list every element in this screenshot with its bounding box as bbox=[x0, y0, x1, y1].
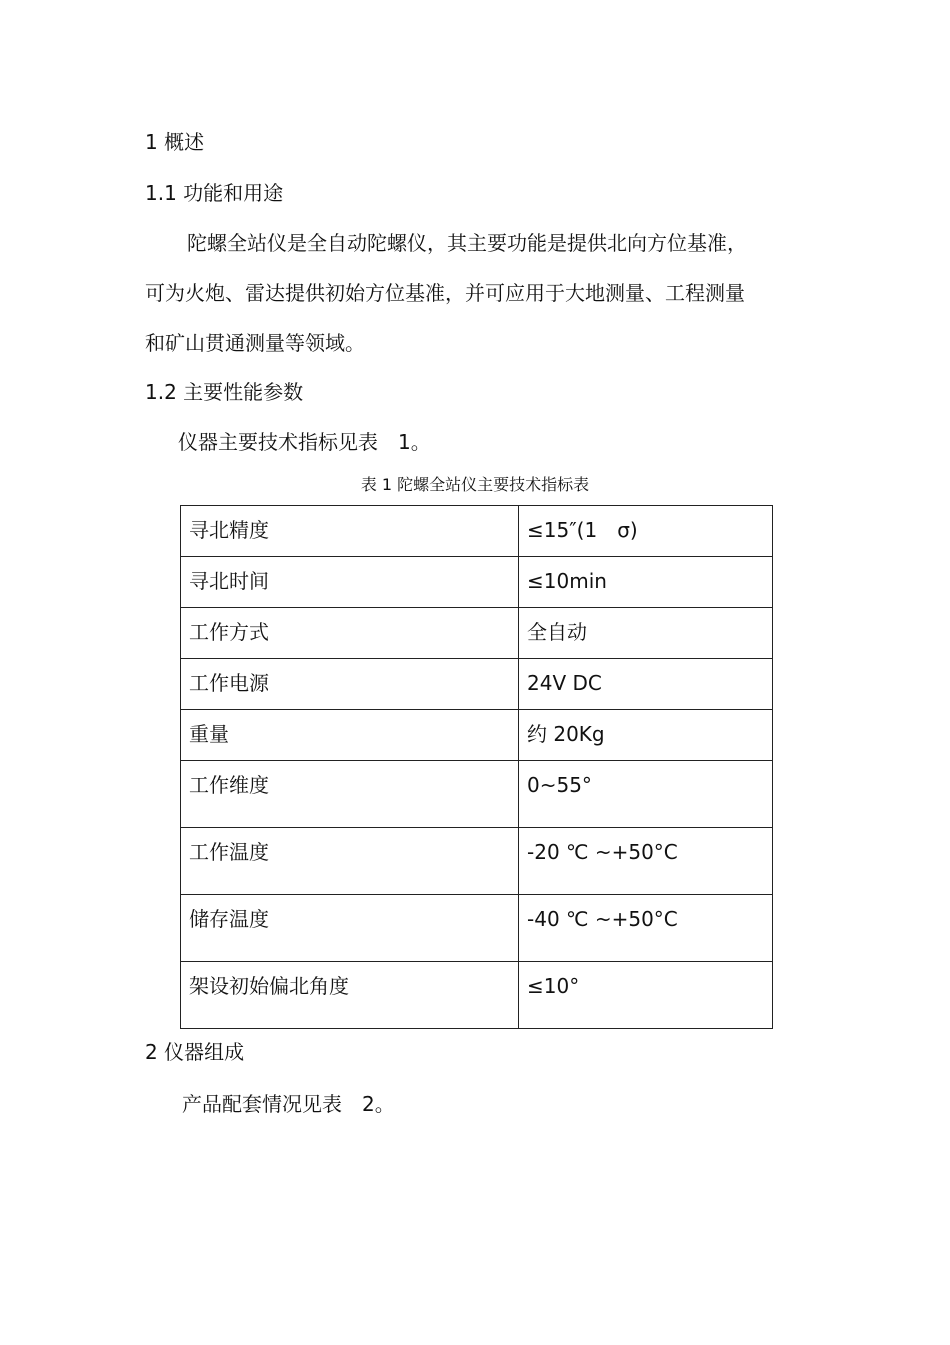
section-2-heading: 2 仪器组成 bbox=[145, 1040, 245, 1064]
table-row bbox=[181, 962, 773, 1029]
paragraph-line-1: 陀螺全站仪是全自动陀螺仪，其主要功能是提供北向方位基准， bbox=[187, 231, 747, 255]
value-cell: -40 ℃ ~+50°C bbox=[519, 895, 773, 962]
table-row bbox=[181, 828, 773, 895]
spec-table bbox=[180, 505, 773, 1029]
value-cell: 24V DC bbox=[519, 659, 773, 710]
section-1-2-heading: 1.2 主要性能参数 bbox=[145, 380, 304, 404]
value-cell: 0~55° bbox=[519, 761, 773, 828]
paragraph-line-2: 可为火炮、雷达提供初始方位基准，并可应用于大地测量、工程测量 bbox=[145, 281, 745, 305]
table-row bbox=[181, 710, 773, 761]
value-cell: -20 ℃ ~+50°C bbox=[519, 828, 773, 895]
param-cell: 寻北精度 bbox=[181, 506, 519, 557]
section-1-1-heading: 1.1 功能和用途 bbox=[145, 181, 284, 205]
param-cell: 工作电源 bbox=[181, 659, 519, 710]
value-cell: ≤10° bbox=[519, 962, 773, 1029]
section-1-heading: 1 概述 bbox=[145, 130, 205, 154]
table-1-reference: 仪器主要技术指标见表 1。 bbox=[178, 430, 431, 454]
table-row bbox=[181, 506, 773, 557]
param-cell: 储存温度 bbox=[181, 895, 519, 962]
table-2-reference: 产品配套情况见表 2。 bbox=[182, 1092, 395, 1116]
param-cell: 工作温度 bbox=[181, 828, 519, 895]
table-row bbox=[181, 761, 773, 828]
param-cell: 工作方式 bbox=[181, 608, 519, 659]
table-row bbox=[181, 608, 773, 659]
paragraph-line-3: 和矿山贯通测量等领域。 bbox=[145, 331, 365, 355]
value-cell: 约 20Kg bbox=[519, 710, 773, 761]
value-cell: 全自动 bbox=[519, 608, 773, 659]
param-cell: 重量 bbox=[181, 710, 519, 761]
value-cell: ≤10min bbox=[519, 557, 773, 608]
table-row bbox=[181, 659, 773, 710]
table-row bbox=[181, 895, 773, 962]
param-cell: 工作维度 bbox=[181, 761, 519, 828]
value-cell: ≤15″(1 σ) bbox=[519, 506, 773, 557]
table-1-caption: 表 1 陀螺全站仪主要技术指标表 bbox=[360, 475, 590, 494]
param-cell: 架设初始偏北角度 bbox=[181, 962, 519, 1029]
param-cell: 寻北时间 bbox=[181, 557, 519, 608]
table-row bbox=[181, 557, 773, 608]
